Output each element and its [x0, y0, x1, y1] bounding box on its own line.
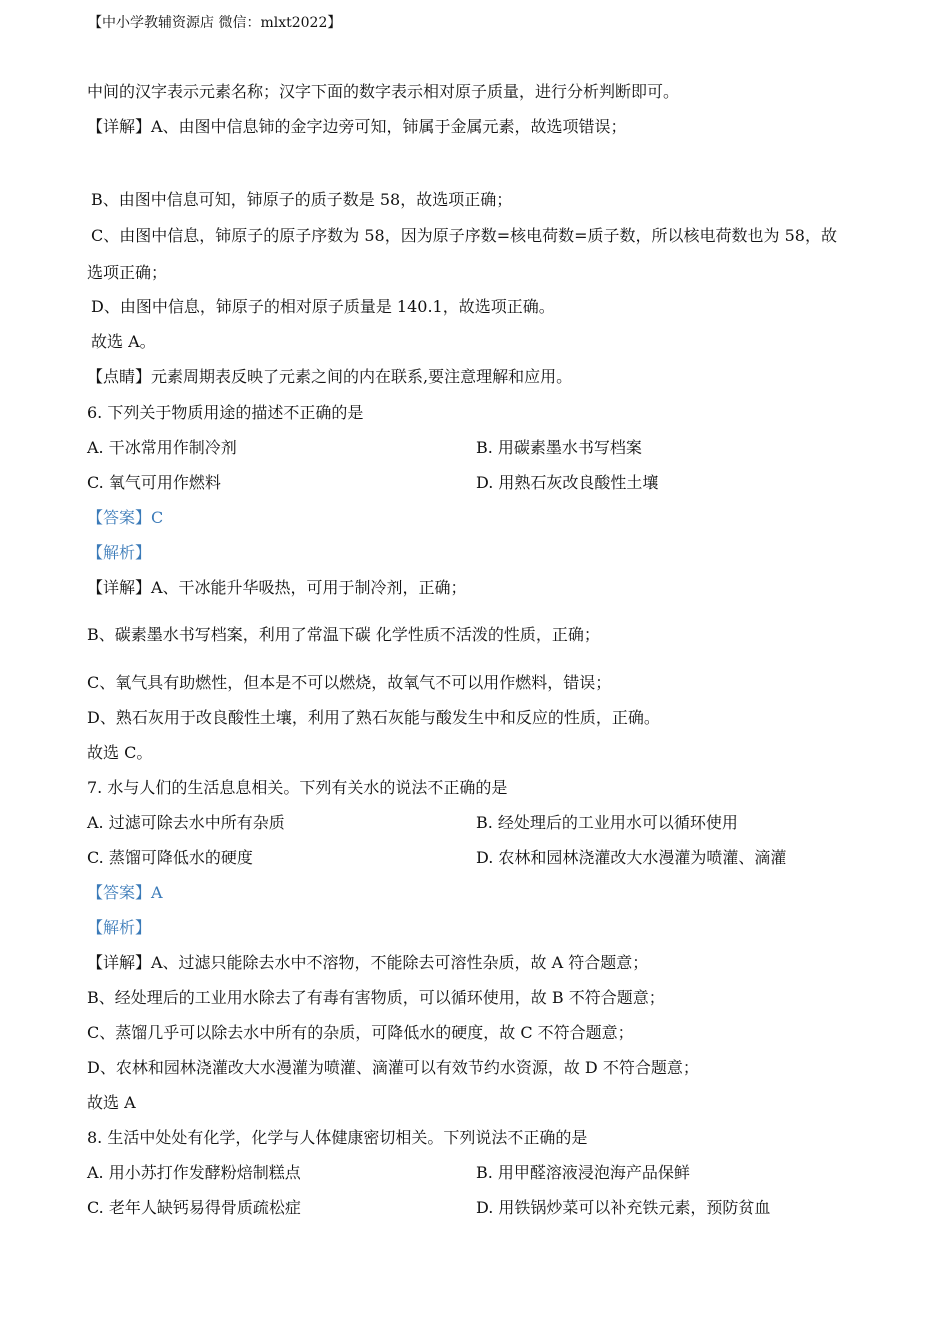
explanation-line: 【详解】A、过滤只能除去水中不溶物，不能除去可溶性杂质，故 A 符合题意； [87, 953, 649, 972]
option-c: C. 蒸馏可降低水的硬度 [87, 848, 253, 867]
explanation-line: C、氧气具有助燃性，但本是不可以燃烧，故氧气不可以用作燃料，错误； [87, 673, 612, 692]
answer-label: 【答案】A [87, 883, 163, 902]
answer-label: 【答案】C [87, 508, 164, 527]
text-line: 【点睛】元素周期表反映了元素之间的内在联系,要注意理解和应用。 [87, 367, 573, 386]
option-b: B. 用甲醛溶液浸泡海产品保鲜 [476, 1163, 690, 1182]
option-a: A. 干冰常用作制冷剂 [87, 438, 237, 457]
explanation-line: 故选 C。 [87, 743, 153, 762]
option-d: D. 用熟石灰改良酸性土壤 [476, 473, 659, 492]
explanation-line: D、农林和园林浇灌改大水漫灌为喷灌、滴灌可以有效节约水资源，故 D 不符合题意； [87, 1058, 699, 1077]
explanation-line: 【详解】A、干冰能升华吸热，可用于制冷剂，正确； [87, 578, 467, 597]
text-line: 中间的汉字表示元素名称；汉字下面的数字表示相对原子质量，进行分析判断即可。 [87, 82, 680, 101]
text-line: D、由图中信息，铈原子的相对原子质量是 140.1，故选项正确。 [91, 297, 555, 316]
option-c: C. 老年人缺钙易得骨质疏松症 [87, 1198, 301, 1217]
option-c: C. 氧气可用作燃料 [87, 473, 221, 492]
option-b: B. 用碳素墨水书写档案 [476, 438, 642, 457]
explanation-line: B、经处理后的工业用水除去了有毒有害物质，可以循环使用，故 B 不符合题意； [87, 988, 665, 1007]
page-header: 【中小学教辅资源店 微信：mlxt2022】 [88, 15, 342, 31]
explanation-line: D、熟石灰用于改良酸性土壤，利用了熟石灰能与酸发生中和反应的性质，正确。 [87, 708, 660, 727]
option-d: D. 用铁锅炒菜可以补充铁元素，预防贫血 [476, 1198, 771, 1217]
text-line: 故选 A。 [91, 332, 156, 351]
option-a: A. 过滤可除去水中所有杂质 [87, 813, 285, 832]
explanation-line: C、蒸馏几乎可以除去水中所有的杂质，可降低水的硬度，故 C 不符合题意； [87, 1023, 634, 1042]
text-line: B、由图中信息可知，铈原子的质子数是 58，故选项正确； [91, 190, 513, 209]
explanation-line: 故选 A [87, 1093, 136, 1112]
analysis-label: 【解析】 [87, 543, 152, 562]
explanation-line: B、碳素墨水书写档案，利用了常温下碳 化学性质不活泼的性质，正确； [87, 625, 600, 644]
text-line: 【详解】A、由图中信息铈的金字边旁可知，铈属于金属元素，故选项错误； [87, 117, 627, 136]
analysis-label: 【解析】 [87, 918, 152, 937]
text-line: C、由图中信息，铈原子的原子序数为 58，因为原子序数=核电荷数=质子数，所以核电荷数也为 58，故 [91, 226, 837, 245]
option-b: B. 经处理后的工业用水可以循环使用 [476, 813, 738, 832]
option-a: A. 用小苏打作发酵粉焙制糕点 [87, 1163, 301, 1182]
option-d: D. 农林和园林浇灌改大水漫灌为喷灌、滴灌 [476, 848, 787, 867]
question-stem: 6. 下列关于物质用途的描述不正确的是 [87, 403, 364, 422]
text-line: 选项正确； [87, 263, 168, 282]
question-stem: 7. 水与人们的生活息息相关。下列有关水的说法不正确的是 [87, 778, 508, 797]
question-stem: 8. 生活中处处有化学，化学与人体健康密切相关。下列说法不正确的是 [87, 1128, 588, 1147]
